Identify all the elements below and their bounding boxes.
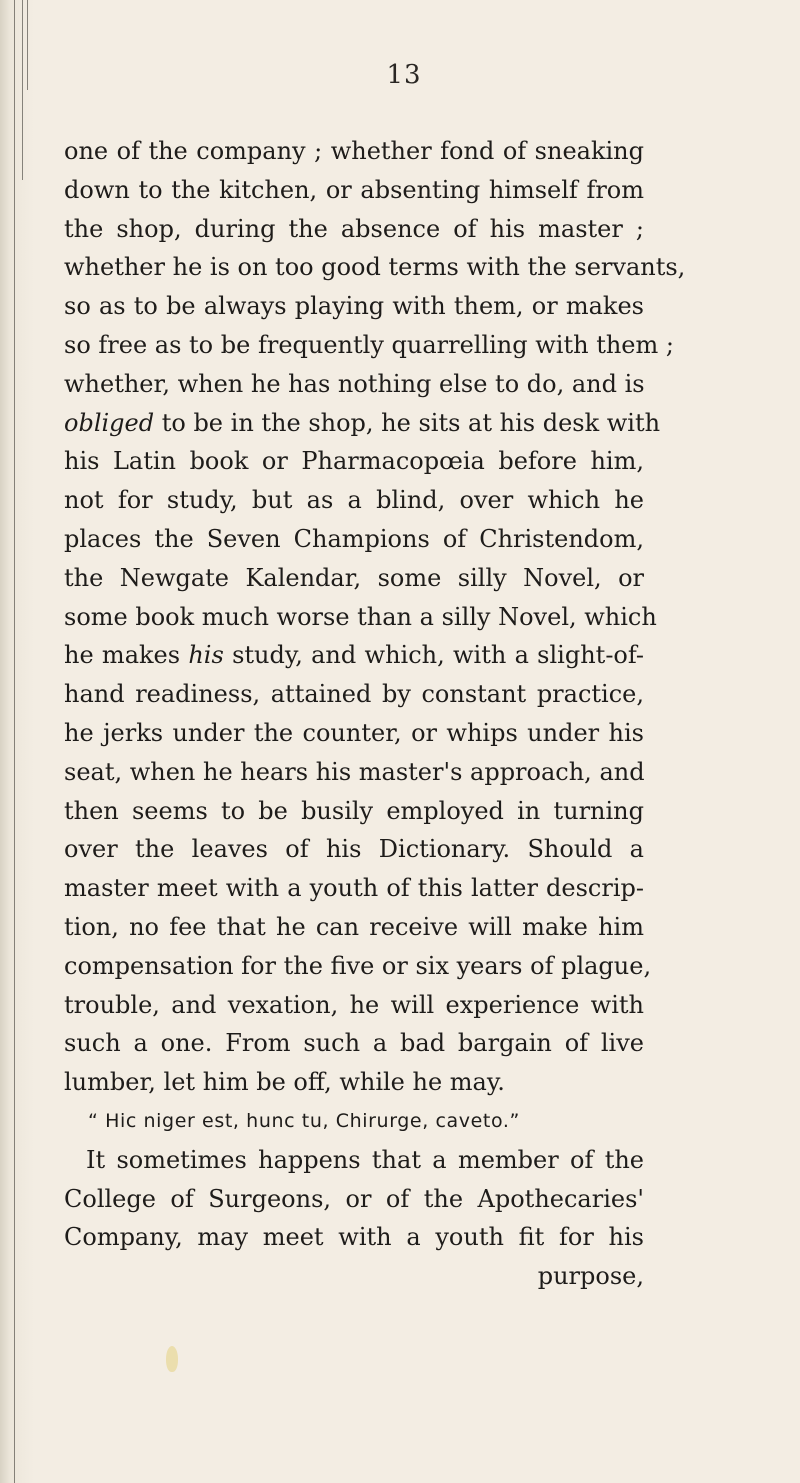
text-line: down to the kitchen, or absenting himself from bbox=[64, 175, 644, 204]
text-line: College of Surgeons, or of the Apothecaries' bbox=[64, 1184, 644, 1213]
text-line bbox=[64, 636, 644, 675]
body-text bbox=[64, 132, 686, 1296]
text-line: so as to be always playing with them, or makes bbox=[64, 292, 644, 321]
text-line: so free as to be frequently quarrelling with them ; bbox=[64, 330, 674, 359]
page-number: 13 bbox=[386, 60, 422, 90]
text-line: some book much worse than a silly Novel, which bbox=[64, 602, 657, 631]
text-line: the shop, during the absence of his master ; bbox=[64, 214, 644, 243]
text-line: not for study, but as a blind, over which he bbox=[64, 486, 644, 515]
text-line: such a one. From such a bad bargain of live bbox=[64, 1029, 644, 1058]
text-line: the Newgate Kalendar, some silly Novel, or bbox=[64, 563, 644, 592]
italic-word: his bbox=[188, 641, 224, 670]
text-run: to be in the shop, he sits at his desk with bbox=[154, 408, 661, 437]
binding-rule bbox=[27, 0, 28, 90]
text-line: places the Seven Champions of Christendom, bbox=[64, 524, 644, 553]
text-line: whether, when he has nothing else to do, and is bbox=[64, 369, 645, 398]
italic-word: obliged bbox=[64, 408, 155, 437]
text-line: over the leaves of his Dictionary. Should a bbox=[64, 835, 644, 864]
text-line: Company, may meet with a youth fit for his bbox=[64, 1223, 644, 1252]
text-line: It sometimes happens that a member of the bbox=[86, 1145, 644, 1174]
text-line: hand readiness, attained by constant practice, bbox=[64, 680, 644, 709]
binding-rule bbox=[22, 0, 23, 180]
text-line: lumber, let him be off, while he may. bbox=[64, 1068, 505, 1097]
binding-edge bbox=[0, 0, 34, 1483]
text-line bbox=[64, 404, 661, 443]
text-line: he jerks under the counter, or whips under his bbox=[64, 718, 644, 747]
text-line: tion, no fee that he can receive will make him bbox=[64, 912, 644, 941]
latin-quote: “ Hic niger est, hunc tu, Chirurge, caveto.” bbox=[88, 1109, 520, 1132]
text-line: whether he is on too good terms with the servants, bbox=[64, 253, 686, 282]
text-line: one of the company ; whether fond of sneaking bbox=[64, 137, 644, 165]
text-line: then seems to be busily employed in turning bbox=[64, 796, 644, 825]
text-line: trouble, and vexation, he will experience with bbox=[64, 990, 644, 1019]
text-line: his Latin book or Pharmacopœia before him, bbox=[64, 447, 644, 476]
text-line: master meet with a youth of this latter descrip- bbox=[64, 874, 644, 903]
catchword: purpose, bbox=[537, 1262, 644, 1291]
binding-rule bbox=[14, 0, 15, 1483]
text-line: compensation for the five or six years of plague, bbox=[64, 951, 652, 980]
text-run: he makes bbox=[64, 641, 189, 670]
text-line: seat, when he hears his master's approach, and bbox=[64, 757, 645, 786]
paper-stain bbox=[166, 1346, 178, 1372]
text-run: study, and which, with a slight-of- bbox=[223, 641, 645, 670]
